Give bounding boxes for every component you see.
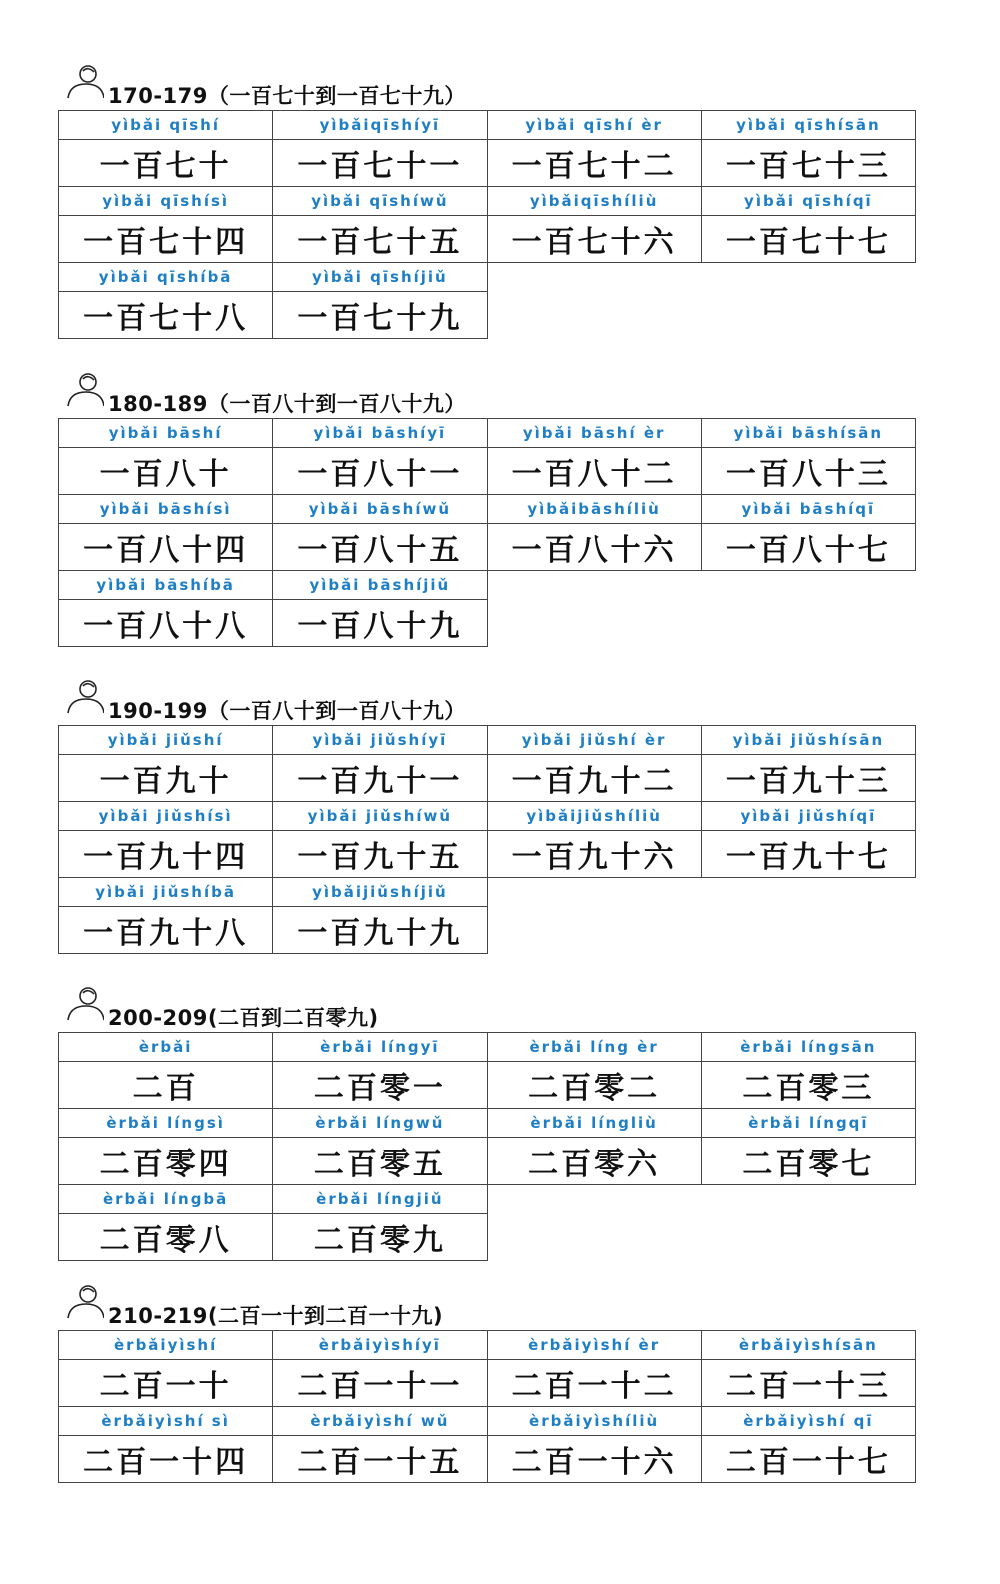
hanzi-cell: 二百 xyxy=(59,1062,273,1109)
pinyin-cell: èrbǎi língsì xyxy=(59,1109,273,1138)
hanzi-row xyxy=(59,448,916,495)
empty-cell xyxy=(701,600,915,647)
hanzi-cell: 一百九十八 xyxy=(59,907,273,954)
hanzi-cell: 二百一十七 xyxy=(701,1436,915,1483)
pinyin-cell: èrbǎi língyī xyxy=(273,1033,487,1062)
pinyin-cell: èrbǎi língjiǔ xyxy=(273,1185,487,1214)
hanzi-cell: 二百零四 xyxy=(59,1138,273,1185)
pinyin-row xyxy=(59,571,916,600)
pinyin-cell: yìbǎi qīshísān xyxy=(701,111,915,140)
hanzi-cell: 二百零六 xyxy=(487,1138,701,1185)
pinyin-cell: èrbǎiyìshísān xyxy=(701,1331,915,1360)
hanzi-cell: 二百一十五 xyxy=(273,1436,487,1483)
empty-cell xyxy=(701,878,915,907)
hanzi-cell: 一百七十二 xyxy=(487,140,701,187)
hanzi-cell: 一百八十六 xyxy=(487,524,701,571)
pinyin-cell: èrbǎi língwǔ xyxy=(273,1109,487,1138)
pinyin-cell: yìbǎi qīshíwǔ xyxy=(273,187,487,216)
pinyin-cell: yìbǎi bāshísì xyxy=(59,495,273,524)
section-header xyxy=(58,984,916,1032)
pinyin-cell: èrbǎi xyxy=(59,1033,273,1062)
pinyin-row xyxy=(59,878,916,907)
number-section xyxy=(58,62,916,339)
pinyin-row xyxy=(59,1185,916,1214)
hanzi-cell: 二百零三 xyxy=(701,1062,915,1109)
empty-cell xyxy=(487,571,701,600)
pinyin-cell: èrbǎiyìshí qī xyxy=(701,1407,915,1436)
pinyin-cell: èrbǎi língliù xyxy=(487,1109,701,1138)
hanzi-cell: 一百八十 xyxy=(59,448,273,495)
hanzi-row xyxy=(59,292,916,339)
pinyin-cell: yìbǎi jiǔshí xyxy=(59,726,273,755)
pinyin-cell: yìbǎi jiǔshísì xyxy=(59,802,273,831)
pinyin-row xyxy=(59,802,916,831)
hanzi-row xyxy=(59,140,916,187)
empty-cell xyxy=(701,1185,915,1214)
hanzi-row xyxy=(59,524,916,571)
pinyin-row xyxy=(59,495,916,524)
hanzi-cell: 一百七十七 xyxy=(701,216,915,263)
pinyin-cell: èrbǎiyìshíliù xyxy=(487,1407,701,1436)
hanzi-cell: 一百八十九 xyxy=(273,600,487,647)
empty-cell xyxy=(487,292,701,339)
hanzi-cell: 一百九十六 xyxy=(487,831,701,878)
hanzi-cell: 二百一十四 xyxy=(59,1436,273,1483)
empty-cell xyxy=(701,907,915,954)
pinyin-cell: yìbǎi qīshíjiǔ xyxy=(273,263,487,292)
section-title: 180-189（一百八十到一百八十九） xyxy=(108,392,466,416)
pinyin-row xyxy=(59,187,916,216)
person-icon xyxy=(66,370,104,408)
empty-cell xyxy=(487,263,701,292)
pinyin-cell: èrbǎiyìshí èr xyxy=(487,1331,701,1360)
hanzi-cell: 一百七十四 xyxy=(59,216,273,263)
hanzi-row xyxy=(59,907,916,954)
pinyin-cell: yìbǎi bāshíyī xyxy=(273,419,487,448)
empty-cell xyxy=(701,571,915,600)
number-grid xyxy=(58,1032,916,1261)
pinyin-cell: yìbǎi bāshí èr xyxy=(487,419,701,448)
hanzi-cell: 二百零七 xyxy=(701,1138,915,1185)
number-grid xyxy=(58,725,916,954)
pinyin-cell: èrbǎiyìshí sì xyxy=(59,1407,273,1436)
hanzi-cell: 一百八十七 xyxy=(701,524,915,571)
empty-cell xyxy=(701,1214,915,1261)
hanzi-cell: 一百九十七 xyxy=(701,831,915,878)
hanzi-cell: 一百八十二 xyxy=(487,448,701,495)
section-header xyxy=(58,677,916,725)
empty-cell xyxy=(487,1185,701,1214)
pinyin-cell: èrbǎiyìshí wǔ xyxy=(273,1407,487,1436)
hanzi-cell: 一百七十三 xyxy=(701,140,915,187)
hanzi-row xyxy=(59,831,916,878)
section-title: 210-219(二百一十到二百一十九) xyxy=(108,1304,444,1328)
pinyin-cell: èrbǎi língbā xyxy=(59,1185,273,1214)
pinyin-row xyxy=(59,1331,916,1360)
hanzi-cell: 一百八十八 xyxy=(59,600,273,647)
hanzi-cell: 二百零五 xyxy=(273,1138,487,1185)
pinyin-row xyxy=(59,1109,916,1138)
pinyin-cell: yìbǎi bāshíwǔ xyxy=(273,495,487,524)
pinyin-cell: yìbǎi bāshíbā xyxy=(59,571,273,600)
hanzi-cell: 一百七十九 xyxy=(273,292,487,339)
hanzi-cell: 一百九十九 xyxy=(273,907,487,954)
pinyin-cell: yìbǎiqīshíyī xyxy=(273,111,487,140)
number-section xyxy=(58,370,916,647)
pinyin-row xyxy=(59,1407,916,1436)
pinyin-cell: yìbǎi jiǔshíwǔ xyxy=(273,802,487,831)
pinyin-cell: yìbǎi jiǔshíqī xyxy=(701,802,915,831)
hanzi-cell: 二百一十二 xyxy=(487,1360,701,1407)
hanzi-row xyxy=(59,755,916,802)
pinyin-row xyxy=(59,726,916,755)
pinyin-row xyxy=(59,111,916,140)
hanzi-cell: 一百九十二 xyxy=(487,755,701,802)
pinyin-cell: yìbǎi qīshíqī xyxy=(701,187,915,216)
pinyin-cell: èrbǎi língsān xyxy=(701,1033,915,1062)
pinyin-cell: yìbǎi qīshí xyxy=(59,111,273,140)
pinyin-cell: yìbǎijiǔshíliù xyxy=(487,802,701,831)
hanzi-cell: 一百九十五 xyxy=(273,831,487,878)
empty-cell xyxy=(487,907,701,954)
section-header xyxy=(58,1282,916,1330)
section-header xyxy=(58,62,916,110)
person-icon xyxy=(66,1282,104,1320)
number-section xyxy=(58,677,916,954)
pinyin-row xyxy=(59,1033,916,1062)
hanzi-cell: 二百一十一 xyxy=(273,1360,487,1407)
number-section xyxy=(58,1282,916,1483)
empty-cell xyxy=(701,263,915,292)
section-title: 200-209(二百到二百零九) xyxy=(108,1006,379,1030)
hanzi-cell: 一百七十 xyxy=(59,140,273,187)
hanzi-cell: 一百七十一 xyxy=(273,140,487,187)
hanzi-cell: 二百零二 xyxy=(487,1062,701,1109)
hanzi-cell: 一百八十五 xyxy=(273,524,487,571)
pinyin-cell: yìbǎijiǔshíjiǔ xyxy=(273,878,487,907)
pinyin-cell: yìbǎi bāshíqī xyxy=(701,495,915,524)
person-icon xyxy=(66,677,104,715)
empty-cell xyxy=(701,292,915,339)
pinyin-cell: yìbǎi bāshíjiǔ xyxy=(273,571,487,600)
section-header xyxy=(58,370,916,418)
person-icon xyxy=(66,984,104,1022)
pinyin-cell: yìbǎi qīshísì xyxy=(59,187,273,216)
number-grid xyxy=(58,110,916,339)
number-grid xyxy=(58,418,916,647)
pinyin-cell: yìbǎi jiǔshíyī xyxy=(273,726,487,755)
hanzi-cell: 二百零一 xyxy=(273,1062,487,1109)
hanzi-cell: 二百零八 xyxy=(59,1214,273,1261)
pinyin-cell: yìbǎi qīshí èr xyxy=(487,111,701,140)
pinyin-cell: èrbǎi língqī xyxy=(701,1109,915,1138)
pinyin-cell: yìbǎiqīshíliù xyxy=(487,187,701,216)
hanzi-row xyxy=(59,1360,916,1407)
hanzi-row xyxy=(59,1436,916,1483)
pinyin-cell: èrbǎiyìshíyī xyxy=(273,1331,487,1360)
pinyin-cell: yìbǎi jiǔshísān xyxy=(701,726,915,755)
pinyin-cell: èrbǎiyìshí xyxy=(59,1331,273,1360)
hanzi-cell: 一百八十一 xyxy=(273,448,487,495)
empty-cell xyxy=(487,878,701,907)
hanzi-row xyxy=(59,1138,916,1185)
pinyin-row xyxy=(59,419,916,448)
pinyin-cell: èrbǎi líng èr xyxy=(487,1033,701,1062)
section-title: 170-179（一百七十到一百七十九） xyxy=(108,84,466,108)
section-title: 190-199（一百八十到一百八十九） xyxy=(108,699,466,723)
empty-cell xyxy=(487,1214,701,1261)
hanzi-cell: 二百一十 xyxy=(59,1360,273,1407)
hanzi-cell: 一百九十四 xyxy=(59,831,273,878)
hanzi-cell: 一百七十六 xyxy=(487,216,701,263)
pinyin-cell: yìbǎi bāshí xyxy=(59,419,273,448)
person-icon xyxy=(66,62,104,100)
pinyin-cell: yìbǎibāshíliù xyxy=(487,495,701,524)
hanzi-cell: 一百八十三 xyxy=(701,448,915,495)
pinyin-row xyxy=(59,263,916,292)
hanzi-row xyxy=(59,600,916,647)
hanzi-cell: 二百一十六 xyxy=(487,1436,701,1483)
number-section xyxy=(58,984,916,1261)
hanzi-cell: 一百九十一 xyxy=(273,755,487,802)
hanzi-cell: 一百七十八 xyxy=(59,292,273,339)
pinyin-cell: yìbǎi qīshíbā xyxy=(59,263,273,292)
hanzi-row xyxy=(59,1062,916,1109)
hanzi-cell: 一百九十三 xyxy=(701,755,915,802)
pinyin-cell: yìbǎi jiǔshíbā xyxy=(59,878,273,907)
empty-cell xyxy=(487,600,701,647)
hanzi-row xyxy=(59,216,916,263)
hanzi-cell: 一百九十 xyxy=(59,755,273,802)
number-grid xyxy=(58,1330,916,1483)
pinyin-cell: yìbǎi bāshísān xyxy=(701,419,915,448)
hanzi-cell: 一百七十五 xyxy=(273,216,487,263)
hanzi-cell: 一百八十四 xyxy=(59,524,273,571)
hanzi-row xyxy=(59,1214,916,1261)
hanzi-cell: 二百一十三 xyxy=(701,1360,915,1407)
hanzi-cell: 二百零九 xyxy=(273,1214,487,1261)
pinyin-cell: yìbǎi jiǔshí èr xyxy=(487,726,701,755)
